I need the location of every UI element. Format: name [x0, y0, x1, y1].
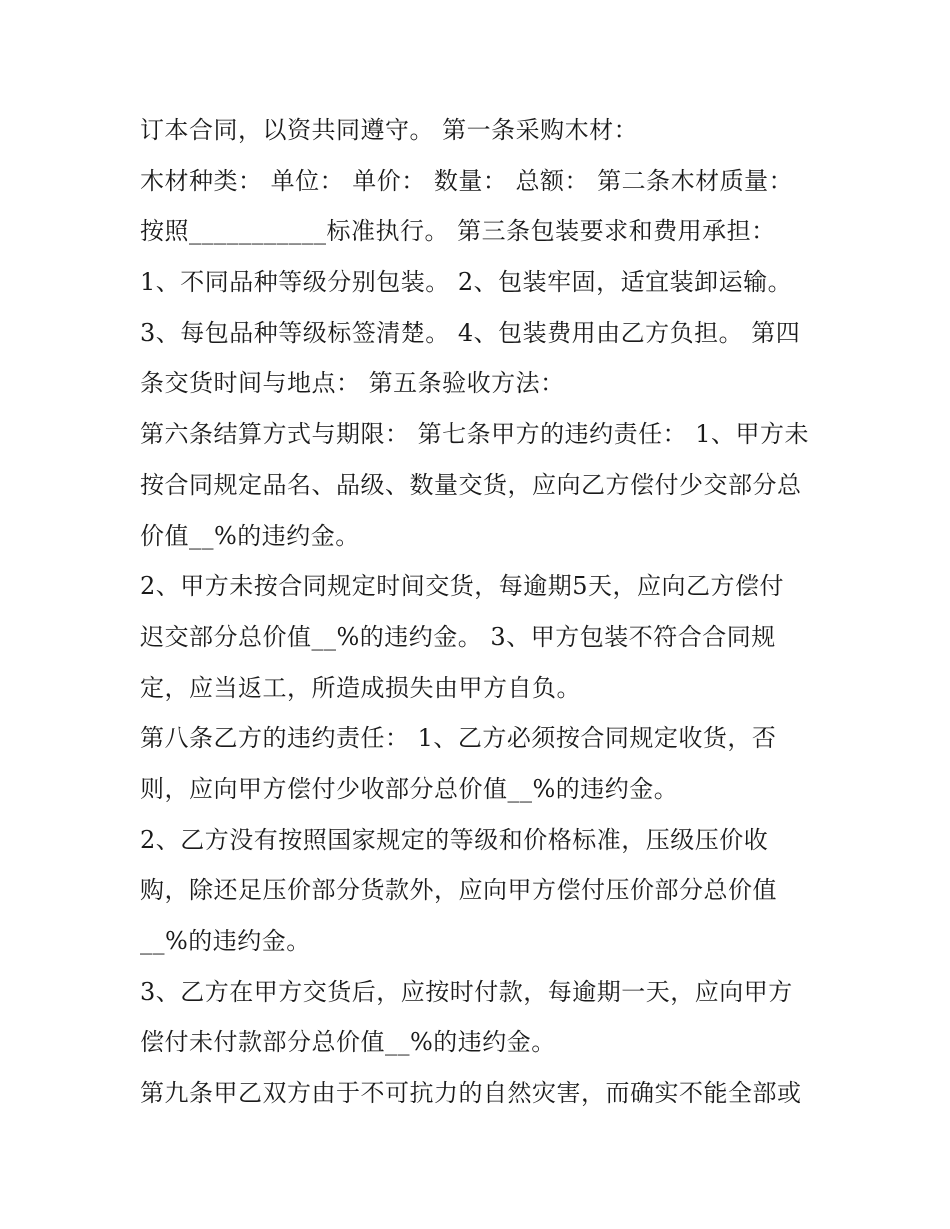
text-line: 3、每包品种等级标签清楚。 4、包装费用由乙方负担。 第四: [140, 318, 801, 347]
text-line: 按照___________标准执行。 第三条包装要求和费用承担：: [140, 217, 776, 246]
text-line: 定，应当返工，所造成损失由甲方自负。: [140, 673, 581, 702]
text-line: __%的违约金。: [140, 927, 311, 955]
text-line: 第八条乙方的违约责任： 1、乙方必须按合同规定收货，否: [140, 724, 777, 753]
text-line: 按合同规定品名、品级、数量交货，应向乙方偿付少交部分总: [140, 470, 802, 499]
text-line: 则，应向甲方偿付少收部分总价值__%的违约金。: [140, 774, 679, 803]
text-line: 购，除还足压价部分货款外，应向甲方偿付压价部分总价值: [140, 876, 777, 905]
text-line: 订本合同，以资共同遵守。 第一条采购木材：: [140, 116, 639, 144]
text-line: 2、乙方没有按照国家规定的等级和价格标准，压级压价收: [140, 825, 769, 854]
text-line: 2、甲方未按合同规定时间交货，每逾期5天，应向乙方偿付: [140, 572, 785, 601]
text-line: 第六条结算方式与期限： 第七条甲方的违约责任： 1、甲方未: [140, 420, 810, 449]
text-line: 木材种类： 单位： 单价： 数量： 总额： 第二条木材质量：: [140, 166, 794, 195]
document-page: [140, 105, 840, 1119]
text-line: 3、乙方在甲方交货后，应按时付款，每逾期一天，应向甲方: [140, 977, 793, 1006]
text-line: 迟交部分总价值__%的违约金。 3、甲方包装不符合合同规: [140, 622, 776, 651]
text-line: 1、不同品种等级分别包装。 2、包装牢固，适宜装卸运输。: [140, 268, 793, 297]
text-line: 第九条甲乙双方由于不可抗力的自然灾害，而确实不能全部或: [140, 1079, 802, 1108]
text-line: 偿付未付款部分总价值__%的违约金。: [140, 1028, 556, 1057]
text-line: 价值__%的违约金。: [140, 521, 360, 550]
text-line: 条交货时间与地点： 第五条验收方法：: [140, 369, 565, 398]
